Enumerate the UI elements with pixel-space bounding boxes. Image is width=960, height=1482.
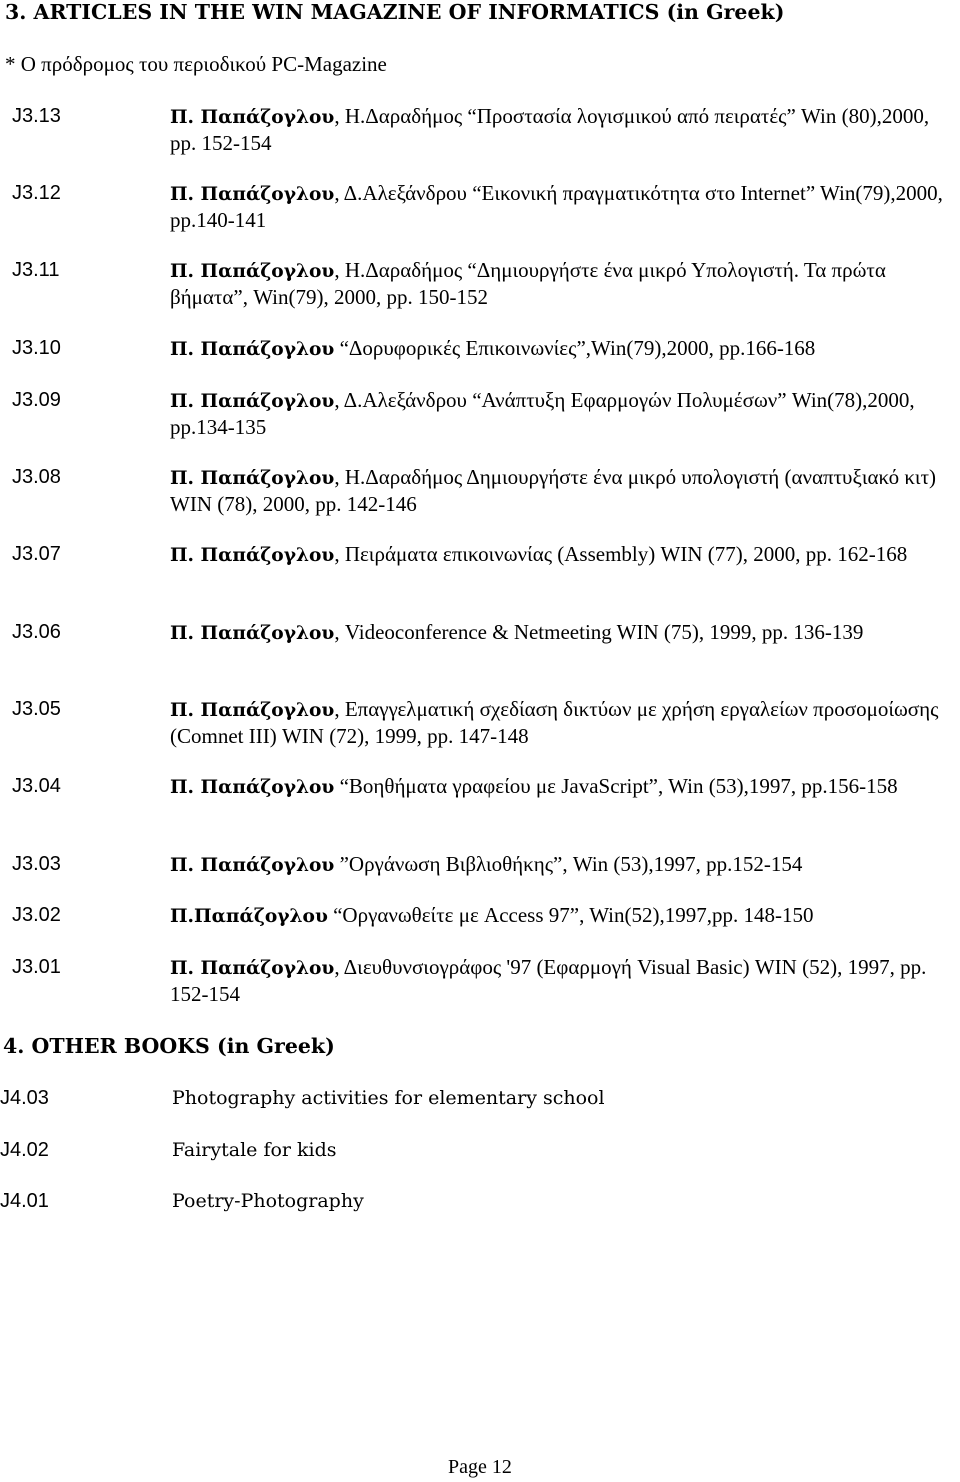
article-details: “Βοηθήματα γραφείου με JavaScript”, Win (53),1997, pp.156-158 [334, 774, 898, 798]
article-author: Π. Παπάζογλου [170, 391, 335, 412]
book-code: J4.03 [0, 1087, 49, 1109]
article-citation [170, 465, 950, 517]
article-citation [170, 542, 950, 569]
article-citation [170, 258, 950, 310]
article-citation [170, 697, 950, 749]
article-details: , Δ.Αλεξάνδρου “Εικονική πραγματικότητα στο Internet” Win(79),2000, pp.140-141 [170, 181, 943, 232]
article-citation [170, 774, 950, 801]
article-code: J3.07 [12, 543, 61, 565]
article-citation [170, 620, 950, 647]
article-details: “Δορυφορικές Επικοινωνίες”,Win(79),2000, pp.166-168 [334, 336, 816, 360]
article-code: J3.09 [12, 389, 61, 411]
article-code: J3.11 [12, 259, 60, 281]
article-citation [170, 104, 950, 156]
article-code: J3.08 [12, 466, 61, 488]
article-citation [170, 388, 950, 440]
section-3-subtitle: * Ο πρόδρομος του περιοδικού PC-Magazine [5, 52, 387, 76]
article-author: Π.Παπάζογλου [170, 906, 328, 927]
article-code: J3.01 [12, 956, 61, 978]
section-3-heading: 3. ARTICLES IN THE WIN MAGAZINE OF INFORMATICS (in Greek) [5, 0, 785, 24]
article-details: , Videoconference & Netmeeting WIN (75), 1999, pp. 136-139 [334, 620, 864, 644]
article-code: J3.06 [12, 621, 61, 643]
book-title: Fairytale for kids [172, 1139, 337, 1161]
article-author: Π. Παπάζογλου [170, 623, 335, 644]
book-title: Photography activities for elementary school [172, 1087, 605, 1109]
article-author: Π. Παπάζογλου [170, 777, 335, 798]
article-citation [170, 903, 950, 930]
page-number: Page 12 [448, 1456, 512, 1478]
article-code: J3.03 [12, 853, 61, 875]
article-details: ”Οργάνωση Βιβλιοθήκης”, Win (53),1997, pp.152-154 [334, 852, 803, 876]
article-details: “Οργανωθείτε με Access 97”, Win(52),1997,pp. 148-150 [327, 903, 814, 927]
article-author: Π. Παπάζογλου [170, 545, 335, 566]
section-4-heading: 4. OTHER BOOKS (in Greek) [3, 1034, 335, 1058]
article-author: Π. Παπάζογλου [170, 107, 335, 128]
article-details: , Επαγγελματική σχεδίαση δικτύων με χρήση εργαλείων προσομοίωσης (Comnet III) WIN (72), 1999, pp. 147-148 [170, 697, 939, 748]
article-details: , Δ.Αλεξάνδρου “Ανάπτυξη Εφαρμογών Πολυμέσων” Win(78),2000, pp.134-135 [170, 388, 915, 439]
article-citation [170, 852, 950, 879]
article-author: Π. Παπάζογλου [170, 958, 335, 979]
book-title: Poetry-Photography [172, 1190, 364, 1212]
article-code: J3.04 [12, 775, 61, 797]
article-details: , Η.Δαραδήμος “Προστασία λογισμικού από πειρατές” Win (80),2000, pp. 152-154 [170, 104, 930, 155]
article-citation [170, 336, 950, 363]
article-author: Π. Παπάζογλου [170, 468, 335, 489]
article-citation [170, 955, 950, 1007]
article-author: Π. Παπάζογλου [170, 261, 335, 282]
article-author: Π. Παπάζογλου [170, 184, 335, 205]
book-code: J4.01 [0, 1190, 49, 1212]
article-citation [170, 181, 950, 233]
article-details: , Η.Δαραδήμος “Δημιουργήστε ένα μικρό Υπολογιστή. Τα πρώτα βήματα”, Win(79), 2000, pp. 150-152 [170, 258, 886, 309]
article-code: J3.02 [12, 904, 61, 926]
article-code: J3.13 [12, 105, 61, 127]
article-details: , Διευθυνσιογράφος '97 (Εφαρμογή Visual Basic) WIN (52), 1997, pp. 152-154 [170, 955, 927, 1006]
article-author: Π. Παπάζογλου [170, 855, 335, 876]
article-author: Π. Παπάζογλου [170, 339, 335, 360]
book-code: J4.02 [0, 1139, 49, 1161]
article-code: J3.12 [12, 182, 61, 204]
article-author: Π. Παπάζογλου [170, 700, 335, 721]
article-details: , Πειράματα επικοινωνίας (Assembly) WIN (77), 2000, pp. 162-168 [334, 542, 908, 566]
article-details: , Η.Δαραδήμος Δημιουργήστε ένα μικρό υπολογιστή (αναπτυξιακό κιτ) WIN (78), 2000, pp. 142-146 [170, 465, 937, 516]
article-code: J3.10 [12, 337, 61, 359]
article-code: J3.05 [12, 698, 61, 720]
